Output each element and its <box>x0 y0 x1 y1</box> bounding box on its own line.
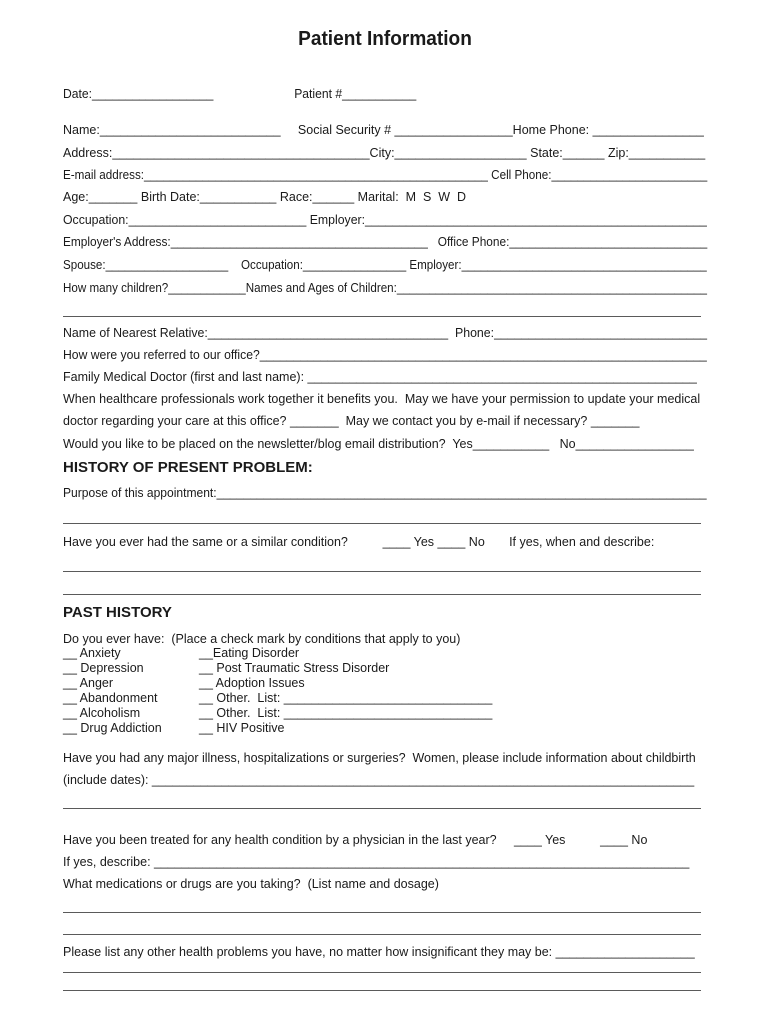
family-doctor-text: Family Medical Doctor (first and last name): ________________________________________________________ <box>63 370 697 384</box>
if-yes-describe-text: If yes, describe: _____________________________________________________________________________ <box>63 855 690 869</box>
permission-email-line[interactable] <box>63 413 640 429</box>
checkbox-adoption-issues[interactable]: __ Adoption Issues <box>199 676 305 690</box>
blank-answer-line[interactable] <box>63 972 701 973</box>
referral-line[interactable] <box>63 347 724 363</box>
blank-answer-line[interactable] <box>63 934 701 935</box>
other-health-problems-text: Please list any other health problems you have, no matter how insignificant they may be: ____________________ <box>63 945 695 959</box>
include-dates-text: (include dates): ______________________________________________________________________________ <box>63 773 695 787</box>
checkbox-abandonment[interactable]: __ Abandonment <box>63 691 158 705</box>
other-health-problems-line[interactable] <box>63 944 695 960</box>
blank-answer-line[interactable] <box>63 808 701 809</box>
similar-condition-text: Have you ever had the same or a similar condition? ____ Yes ____ No If yes, when and describe: <box>63 535 655 549</box>
nearest-relative-line[interactable] <box>63 325 715 341</box>
treated-last-year-line[interactable] <box>63 832 647 848</box>
past-history-heading: PAST HISTORY <box>63 604 172 621</box>
treated-last-year-text: Have you been treated for any health condition by a physician in the last year? ____ Yes ____ No <box>63 833 648 847</box>
checklist-instructions <box>63 631 460 647</box>
include-dates-line[interactable] <box>63 772 694 788</box>
checkbox-depression[interactable]: __ Depression <box>63 661 144 675</box>
nearest-relative-text: Name of Nearest Relative:___________________________________ Phone:_______________________________ <box>63 326 707 340</box>
checkbox-eating-disorder[interactable]: __Eating Disorder <box>199 646 300 660</box>
blank-answer-line[interactable] <box>63 594 701 595</box>
major-illness-question <box>63 750 696 766</box>
referral-text: How were you referred to our office?__________________________________________________________________ <box>63 348 707 362</box>
checkbox-hiv-positive[interactable]: __ HIV Positive <box>199 721 285 735</box>
page-title: Patient Information <box>298 27 472 50</box>
blank-answer-line[interactable] <box>63 316 701 317</box>
checkbox-anxiety[interactable]: __ Anxiety <box>63 646 121 660</box>
checkbox-ptsd[interactable]: __ Post Traumatic Stress Disorder <box>199 661 390 675</box>
children-text: How many children?____________Names and Ages of Children:________________________________________________ <box>63 281 707 295</box>
employer-address-line[interactable] <box>63 234 742 250</box>
email-cell-phone-line[interactable] <box>63 167 753 183</box>
spouse-text: Spouse:___________________ Occupation:________________ Employer:______________________________________ <box>63 258 707 272</box>
spouse-line[interactable] <box>63 257 757 273</box>
permission-email-text: doctor regarding your care at this office? _______ May we contact you by e-mail if necessary? _______ <box>63 414 640 428</box>
date-patient-number-text: Date:__________________ Patient #___________ <box>63 87 417 101</box>
blank-answer-line[interactable] <box>63 990 701 991</box>
name-ssn-home-phone-line[interactable] <box>63 122 704 138</box>
similar-condition-line[interactable] <box>63 534 654 550</box>
email-cell-phone-text: E-mail address:_____________________________________________________ Cell Phone:________________________ <box>63 168 708 182</box>
age-birth-race-marital-text: Age:_______ Birth Date:___________ Race:______ Marital: M S W D <box>63 190 467 204</box>
checkbox-alcoholism[interactable]: __ Alcoholism <box>63 706 141 720</box>
occupation-employer-line[interactable] <box>63 212 718 228</box>
checkbox-drug-addiction[interactable]: __ Drug Addiction <box>63 721 162 735</box>
medications-question <box>63 876 439 892</box>
name-ssn-home-phone-text: Name:__________________________ Social Security # _________________Home Phone: ________________ <box>63 123 704 137</box>
major-illness-question-text: Have you had any major illness, hospitalizations or surgeries? Women, please include information about childbirth <box>63 751 696 765</box>
blank-answer-line[interactable] <box>63 571 701 572</box>
permission-statement <box>63 391 700 407</box>
appointment-purpose-line[interactable] <box>63 485 730 501</box>
family-doctor-line[interactable] <box>63 369 697 385</box>
appointment-purpose-text: Purpose of this appointment:_________________________________________________________________________ <box>63 486 707 500</box>
present-problem-heading: HISTORY OF PRESENT PROBLEM: <box>63 459 313 476</box>
children-line[interactable] <box>63 280 756 296</box>
checkbox-anger[interactable]: __ Anger <box>63 676 114 690</box>
blank-answer-line[interactable] <box>63 523 701 524</box>
newsletter-line[interactable] <box>63 436 694 452</box>
employer-address-text: Employer's Address:_______________________________________ Office Phone:______________________________ <box>63 235 708 249</box>
date-patient-number-line[interactable] <box>63 86 427 102</box>
blank-answer-line[interactable] <box>63 912 701 913</box>
checkbox-other-1[interactable]: __ Other. List: ______________________________ <box>199 691 493 705</box>
age-birth-race-marital-line[interactable] <box>63 189 466 205</box>
permission-statement-text: When healthcare professionals work together it benefits you. May we have your permission to update your medical <box>63 392 701 406</box>
checklist-instructions-text: Do you ever have: (Place a check mark by conditions that apply to you) <box>63 632 461 646</box>
checkbox-other-2[interactable]: __ Other. List: ______________________________ <box>199 706 493 720</box>
address-text: Address:_____________________________________City:___________________ State:______ Zip:___________ <box>63 146 706 160</box>
if-yes-describe-line[interactable] <box>63 854 689 870</box>
medications-question-text: What medications or drugs are you taking? (List name and dosage) <box>63 877 439 891</box>
address-line[interactable] <box>63 145 705 161</box>
newsletter-text: Would you like to be placed on the newsletter/blog email distribution? Yes___________ No_________________ <box>63 437 694 451</box>
occupation-employer-text: Occupation:__________________________ Employer:__________________________________________________ <box>63 213 707 227</box>
